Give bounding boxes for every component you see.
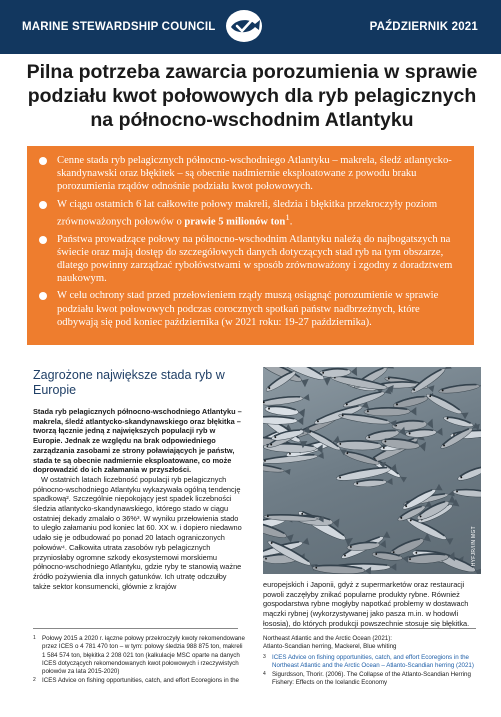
key-points-box <box>27 146 474 345</box>
bullet-icon <box>39 236 47 244</box>
mackerel-image <box>263 367 481 574</box>
emphasis-value: prawie 5 milionów ton <box>184 216 286 228</box>
footnotes-continued <box>263 635 483 689</box>
publication-date: PAŹDZIERNIK 2021 <box>369 21 478 33</box>
footnotes <box>33 635 245 687</box>
section-heading: Zagrożone największe stada ryb w Europie <box>33 368 225 397</box>
reference-link[interactable]: Atlanto-Scandian herring, Mackerel, Blue whiting <box>263 643 397 651</box>
key-point: W ciągu ostatnich 6 lat całkowite połowy makreli, śledzia i błękitka przekroczyły poziom zrównoważonych połowów o prawie 5 milionów ton$^1$. <box>39 198 460 229</box>
bullet-icon <box>39 157 47 165</box>
footnote: 3 ICES Advice on fishing opportunities, catch, and effort Ecoregions in the Northeast Atlantic and the Arctic Ocean – Atlanto-Scandian herring (2021) <box>263 653 474 669</box>
footnote: 4 Sigurdsson, Thorir. (2006). The Collapse of the Atlanto-Scandian Herring Fishery: Effects on the Icelandic Economy <box>263 671 471 687</box>
key-point: W celu ochrony stad przed przełowieniem rządy muszą osiągnąć porozumienie w sprawie podziału kwot połowowych podczas corocznych spotkań państw nadbrzeżnych, które odbywają się pod koniec października (w 2021 roku: 19-27 października). <box>39 289 460 329</box>
bullet-icon <box>39 201 47 209</box>
key-point: Cenne stada ryb pelagicznych północno-wschodniego Atlantyku – makrela, śledź atlantycko-skandynawski oraz błękitek – są obecnie nadmiernie eksploatowane z powodu braku porozumienia rządów odnośnie podziału kwot połowowych. <box>39 154 460 194</box>
bullet-icon <box>39 292 47 300</box>
article-body-left <box>33 407 245 591</box>
photo-credit: HYFJR/I/N MGT <box>471 525 477 566</box>
fish-photo <box>263 367 481 574</box>
msc-logo-icon <box>224 6 264 46</box>
footnote: 2 ICES Advice on fishing opportunities, catch, and effort Ecoregions in the <box>33 677 239 685</box>
page-title: Pilna potrzeba zawarcia porozumienia w sprawie podziału kwot połowowych dla ryb pelagicznych na północno-wschodnim Atlantyku <box>26 61 478 131</box>
footnote: 1 Połowy 2015 a 2020 r. łączne połowy przekroczyły kwoty rekomendowane przez ICES o 4 781 470 ton – w tym: połowy śledzia 988 875 ton, makreli 1 584 574 ton, błękitka 2 208 021 ton (kalkulacje MSC oparte na danych ICES dotyczących rekomendowanych kwot połowowych i rzeczywistych połowów za lata 2015-2020) <box>33 635 245 676</box>
footnote-divider <box>263 628 476 629</box>
footnote-divider <box>33 628 238 629</box>
reference: Northeast Atlantic and the Arctic Ocean (2021): Atlanto-Scandian herring, Mackerel, Blue whiting <box>263 635 483 652</box>
reference-link[interactable]: ICES Advice on fishing opportunities, catch, and effort Ecoregions in the Northeast Atlantic and the Arctic Ocean – Atlanto-Scandian herring (2021) <box>272 653 474 669</box>
article-body-right <box>263 580 481 629</box>
organization-name: MARINE STEWARDSHIP COUNCIL <box>22 21 216 33</box>
key-point: Państwa prowadzące połowy na północno-wschodnim Atlantyku należą do najbogatszych na świecie oraz mają dostęp do szczegółowych danych dotyczących stad ryb na tym obszarze, dlatego powinny zarządzać rybołówstwami w sposób zrównoważony i zgodny z doradztwem naukowym. <box>39 233 460 286</box>
body-paragraph: europejskich i Japonii, gdyż z supermarketów oraz restauracji powoli zaczęłyby znikać popularne produkty rybne. Również gospodarstwa rybne mogłyby napotkać problemy w dostawach mączki rybnej (wykorzystywanej jako pasza m.in. w hodowli łososia), do których produkcji powszechnie stosuje się błękitka. <box>263 580 470 628</box>
body-paragraph: W ostatnich latach liczebność populacji ryb pelagicznych północno-wschodniego Atlantyku wykazywała ogólną tendencję spadkową². Szczególnie niepokojący jest spadek liczebności śledzia atlantycko-skandynawskiego, którego stado w ciągu ostatniej dekady zmalało o 36%³. W wyniku przełowienia stado to uległo załamaniu pod koniec lat 60. XX w. i dopiero niedawno udało się je odbudować po ponad 20 latach ograniczonych połowów⁴. Całkowita utrata zasobów ryb pelagicznych przyniosłaby ogromne szkody ekosystemowi morskiemu północno-wschodniego Atlantyku, gdzie ryby te stanowią ważne źródło pożywienia dla innych gatunków. Ich utratę odczułby także sektor konsumencki, głównie z krajów <box>33 474 242 591</box>
lead-paragraph: Stada ryb pelagicznych północno-wschodniego Atlantyku – makrela, śledź atlantycko-skandynawskiego oraz błękitka – tworzą łącznie jedną z największych populacji ryb w Europie. Jednak ze względu na brak odpowiedniego zarządzania zasobami ze strony poławiających je państw, stada te są obecnie nadmiernie eksploatowane, co może doprowadzić do ich załamania w przyszłości. <box>33 407 242 475</box>
